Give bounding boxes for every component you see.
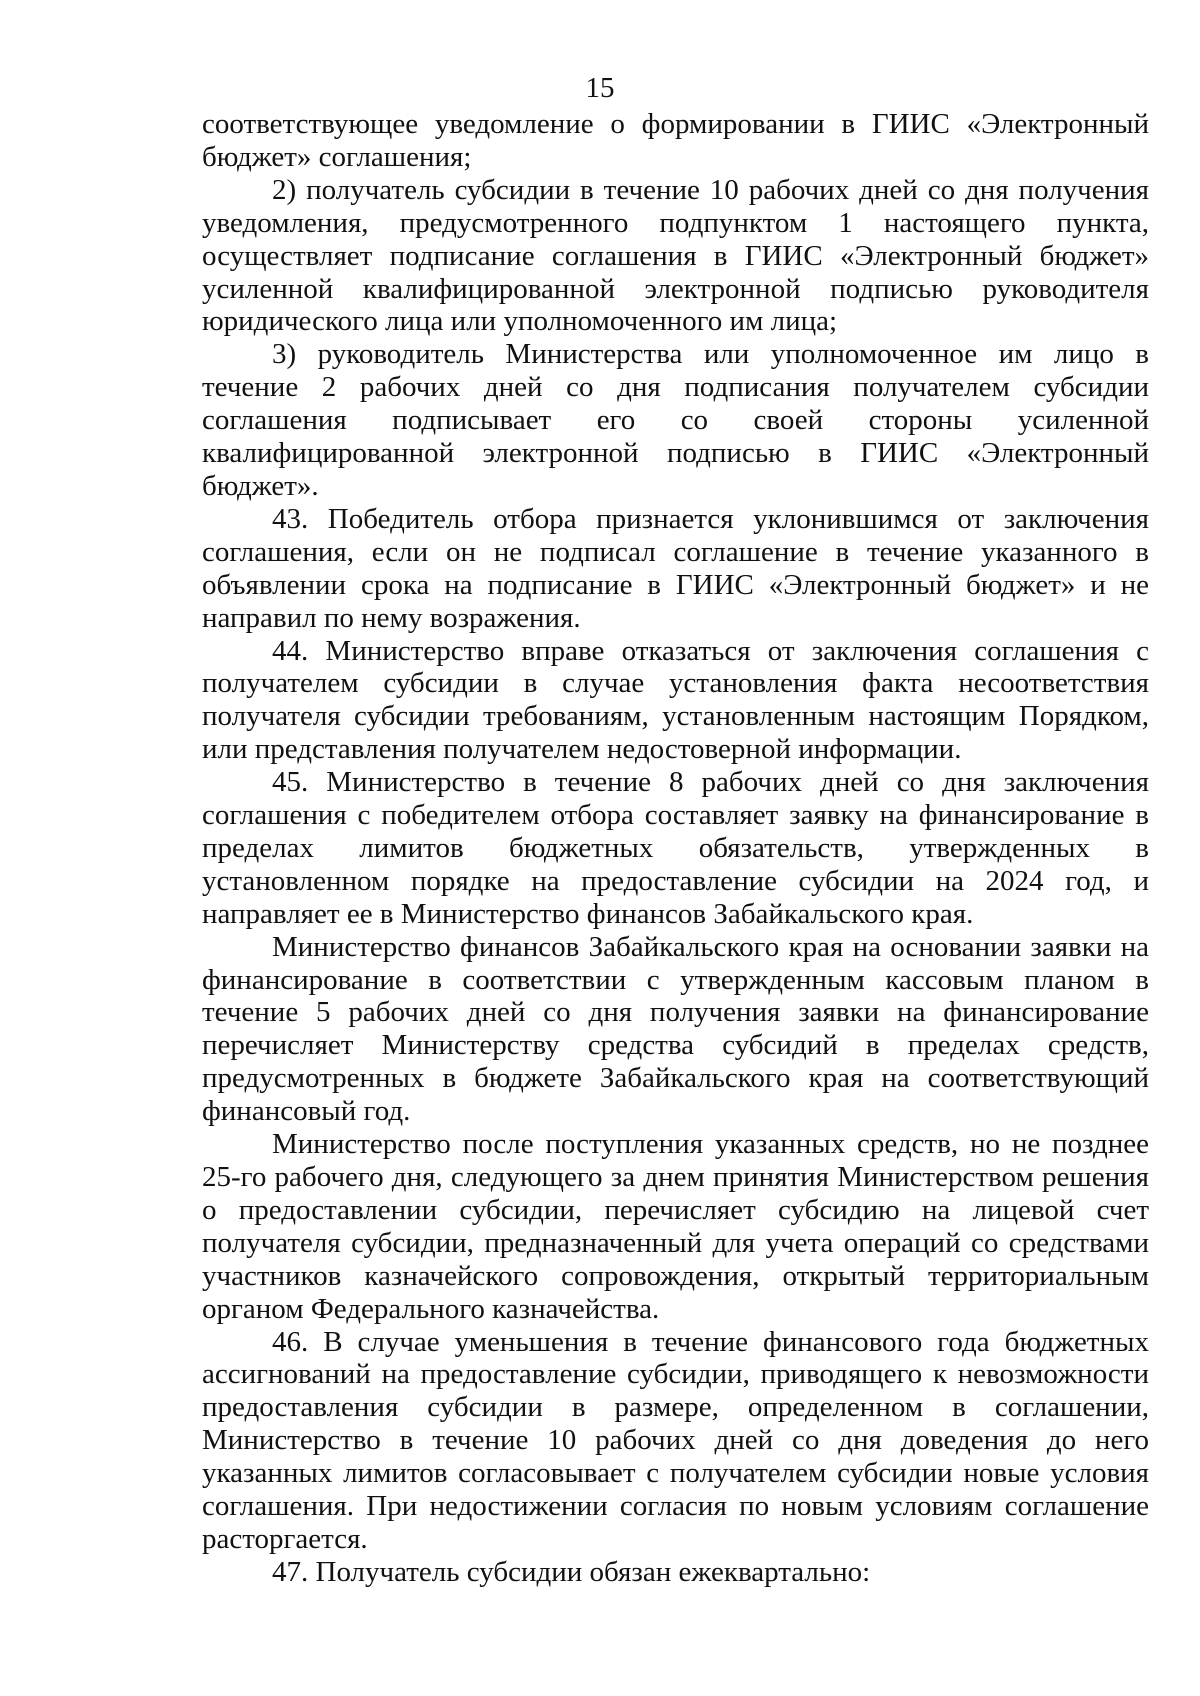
- paragraph-45: 45. Министерство в течение 8 рабочих дней со дня заключения соглашения с победителем отбора составляет заявку на финансирование в пределах лимитов бюджетных обязательств, утвержденных в установленном порядке на предоставление субсидии на 2024 год, и направляет ее в Министерство финансов Забайкальского края.: [202, 766, 1149, 930]
- paragraph-46: 46. В случае уменьшения в течение финансового года бюджетных ассигнований на предоставление субсидии, приводящего к невозможности предоставления субсидии в размере, определенном в соглашении, Министерство в течение 10 рабочих дней со дня доведения до него указанных лимитов согласовывает с получателем субсидии новые условия соглашения. При недостижении согласия по новым условиям соглашение расторгается.: [202, 1325, 1149, 1555]
- paragraph-47: 47. Получатель субсидии обязан ежеквартально:: [272, 1555, 871, 1588]
- paragraph-44: 44. Министерство вправе отказаться от заключения соглашения с получателем субсидии в случае установления факта несоответствия получателя субсидии требованиям, установленным настоящим Порядком, или представления получателем недостоверной информации.: [202, 634, 1149, 766]
- paragraph-item-3: 3) руководитель Министерства или уполномоченное им лицо в течение 2 рабочих дней со дня подписания получателем субсидии соглашения подписывает его со своей стороны усиленной квалифицированной электронной подписью в ГИИС «Электронный бюджет».: [202, 338, 1149, 502]
- paragraph-45-transfer: Министерство после поступления указанных средств, но не позднее 25-го рабочего дня, следующего за днем принятия Министерством решения о предоставлении субсидии, перечисляет субсидию на лицевой счет получателя субсидии, предназначенный для учета операций со средствами участников казначейского сопровождения, открытый территориальным органом Федерального казначейства.: [202, 1128, 1149, 1325]
- paragraph-continuation: соответствующее уведомление о формировании в ГИИС «Электронный бюджет» соглашения;: [202, 108, 1149, 173]
- paragraph-43: 43. Победитель отбора признается уклонившимся от заключения соглашения, если он не подписал соглашение в течение указанного в объявлении срока на подписание в ГИИС «Электронный бюджет» и не направил по нему возражения.: [202, 502, 1149, 634]
- paragraph-45-finance-ministry: Министерство финансов Забайкальского края на основании заявки на финансирование в соответствии с утвержденным кассовым планом в течение 5 рабочих дней со дня получения заявки на финансирование перечисляет Министерству средства субсидий в пределах средств, предусмотренных в бюджете Забайкальского края на соответствующий финансовый год.: [202, 930, 1149, 1128]
- document-body: [202, 108, 1149, 1589]
- paragraph-item-2: 2) получатель субсидии в течение 10 рабочих дней со дня получения уведомления, предусмотренного подпунктом 1 настоящего пункта, осуществляет подписание соглашения в ГИИС «Электронный бюджет» усиленной квалифицированной электронной подписью руководителя юридического лица или уполномоченного им лица;: [202, 173, 1149, 338]
- page-number: 15: [585, 72, 615, 104]
